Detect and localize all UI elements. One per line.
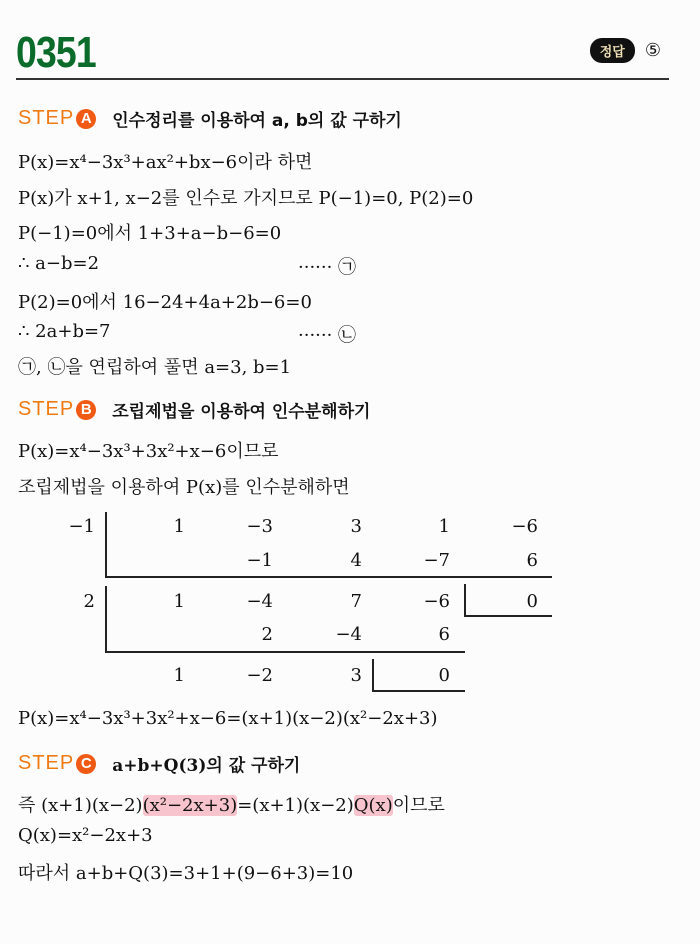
coef: −1 — [246, 550, 273, 571]
coef: −7 — [423, 550, 450, 571]
step-b-heading — [18, 397, 370, 422]
divider-line — [105, 576, 552, 578]
step-b-badge-icon: B — [76, 400, 96, 420]
math-line: ∴ a−b=2 — [18, 253, 100, 274]
coef: 2 — [261, 624, 273, 645]
step-title: a+b+Q(3)의 값 구하기 — [112, 756, 301, 776]
step-label: STEP — [18, 107, 75, 129]
divisor: 2 — [83, 591, 95, 612]
coef: −3 — [246, 516, 273, 537]
step-c-badge-icon: C — [76, 754, 96, 774]
highlight: Q(x) — [353, 795, 393, 816]
math-line: P(x)가 x+1, x−2를 인수로 가지므로 P(−1)=0, P(2)=0 — [18, 188, 474, 209]
coef: −4 — [335, 624, 362, 645]
step-c-heading — [18, 751, 300, 776]
step-a-badge-icon: A — [76, 109, 96, 129]
math-line: P(2)=0에서 16−24+4a+2b−6=0 — [18, 292, 312, 313]
math-line: Q(x)=x²−2x+3 — [18, 825, 153, 846]
math-line: 따라서 a+b+Q(3)=3+1+(9−6+3)=10 — [18, 863, 354, 884]
problem-number: 0351 — [16, 28, 96, 77]
text-segment: =(x+1)(x−2) — [237, 795, 354, 816]
math-line — [18, 791, 445, 817]
step-label: STEP — [18, 752, 75, 774]
math-line: P(x)=x⁴−3x³+ax²+bx−6이라 하면 — [18, 152, 313, 173]
coef: −2 — [246, 665, 273, 686]
coef: 3 — [350, 665, 362, 686]
answer-box — [590, 38, 661, 63]
math-line: ∴ 2a+b=7 — [18, 321, 111, 342]
divider-line — [105, 586, 107, 651]
equation-tag: ······ ㉠ — [298, 257, 357, 278]
header-divider — [16, 78, 669, 80]
step-a-heading — [18, 106, 402, 131]
math-line: P(−1)=0에서 1+3+a−b−6=0 — [18, 223, 282, 244]
coef: −6 — [423, 591, 450, 612]
remainder-box — [372, 659, 374, 691]
coef: 3 — [350, 516, 362, 537]
math-line: ㉠, ㉡을 연립하여 풀면 a=3, b=1 — [18, 357, 292, 378]
answer-badge: 정답 — [590, 38, 635, 63]
step-title: 인수정리를 이용하여 a, b의 값 구하기 — [112, 111, 402, 131]
coef: −4 — [246, 591, 273, 612]
text-segment: 즉 (x+1)(x−2) — [18, 795, 143, 816]
remainder-box — [372, 690, 465, 692]
coef: 1 — [438, 516, 450, 537]
divider-line — [105, 651, 465, 653]
coef: 4 — [350, 550, 362, 571]
coef: 7 — [350, 591, 362, 612]
answer-value: ⑤ — [644, 40, 661, 61]
remainder: 0 — [438, 665, 450, 686]
step-label: STEP — [18, 398, 75, 420]
math-line: P(x)=x⁴−3x³+3x²+x−6이므로 — [18, 441, 279, 462]
coef: 1 — [173, 591, 185, 612]
problem-header — [16, 28, 669, 80]
text-segment: 이므로 — [392, 795, 445, 816]
step-title: 조립제법을 이용하여 인수분해하기 — [112, 402, 371, 422]
coef: −6 — [511, 516, 538, 537]
highlight: (x²−2x+3) — [142, 795, 238, 816]
divisor: −1 — [68, 516, 95, 537]
math-line: P(x)=x⁴−3x³+3x²+x−6=(x+1)(x−2)(x²−2x+3) — [18, 708, 438, 729]
math-line: 조립제법을 이용하여 P(x)를 인수분해하면 — [18, 477, 350, 498]
coef: 1 — [173, 516, 185, 537]
divider-line — [105, 512, 107, 577]
equation-tag: ······ ㉡ — [298, 325, 357, 346]
coef: 6 — [526, 550, 538, 571]
remainder-box — [464, 584, 466, 616]
remainder: 0 — [526, 591, 538, 612]
coef: 6 — [438, 624, 450, 645]
remainder-box — [464, 615, 552, 617]
coef: 1 — [173, 665, 185, 686]
